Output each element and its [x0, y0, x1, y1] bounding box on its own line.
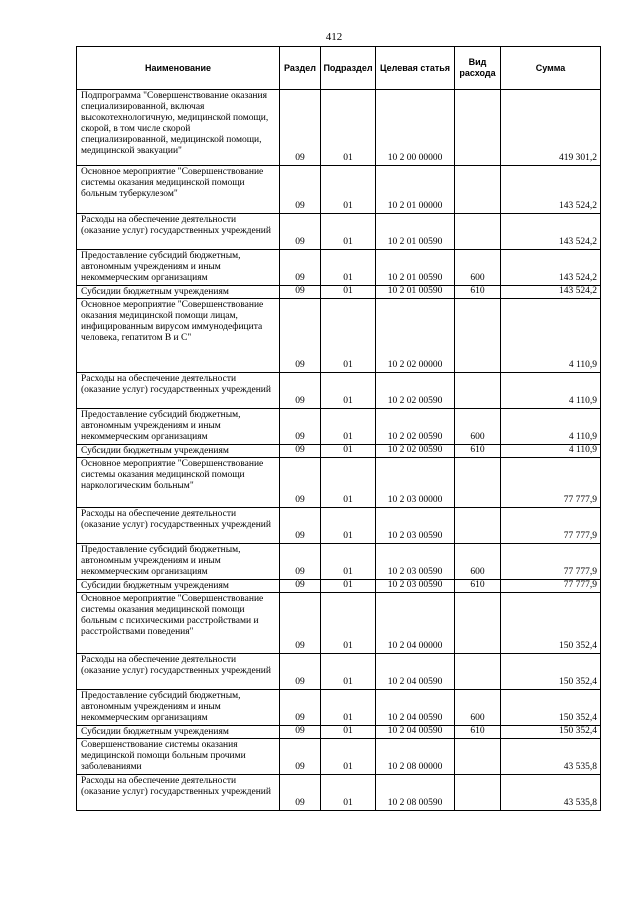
row-section: 09	[280, 445, 321, 458]
row-article: 10 2 03 00590	[376, 508, 455, 544]
row-type: 600	[455, 250, 501, 286]
row-type	[455, 593, 501, 654]
row-amount: 150 352,4	[501, 654, 601, 690]
row-subsection: 01	[321, 286, 376, 299]
row-article: 10 2 00 00000	[376, 90, 455, 166]
row-article: 10 2 02 00590	[376, 373, 455, 409]
row-article: 10 2 08 00000	[376, 739, 455, 775]
table-row	[77, 508, 601, 544]
row-name: Расходы на обеспечение деятельности (оказание услуг) государственных учреждений	[77, 214, 280, 250]
row-article: 10 2 03 00000	[376, 458, 455, 508]
row-type	[455, 299, 501, 373]
row-name: Предоставление субсидий бюджетным, автономным учреждениям и иным некоммерческим организациям	[77, 690, 280, 726]
table-row	[77, 654, 601, 690]
row-type	[455, 166, 501, 214]
row-amount: 143 524,2	[501, 250, 601, 286]
budget-table	[76, 46, 601, 811]
row-article: 10 2 01 00000	[376, 166, 455, 214]
table-row	[77, 593, 601, 654]
row-article: 10 2 01 00590	[376, 250, 455, 286]
row-name: Субсидии бюджетным учреждениям	[77, 286, 280, 299]
row-type: 610	[455, 286, 501, 299]
row-name: Расходы на обеспечение деятельности (оказание услуг) государственных учреждений	[77, 508, 280, 544]
row-section: 09	[280, 544, 321, 580]
row-amount: 4 110,9	[501, 409, 601, 445]
row-amount: 77 777,9	[501, 544, 601, 580]
row-article: 10 2 03 00590	[376, 544, 455, 580]
row-subsection: 01	[321, 775, 376, 811]
row-amount: 4 110,9	[501, 445, 601, 458]
row-amount: 150 352,4	[501, 593, 601, 654]
header-target-article: Целевая статья	[376, 47, 455, 90]
row-article: 10 2 04 00000	[376, 593, 455, 654]
row-name: Основное мероприятие "Совершенствование оказания медицинской помощи лицам, инфицированным вирусом иммунодефицита человека, гепатитом В и С"	[77, 299, 280, 373]
page-number: 412	[325, 31, 343, 43]
row-name: Расходы на обеспечение деятельности (оказание услуг) государственных учреждений	[77, 654, 280, 690]
row-article: 10 2 04 00590	[376, 690, 455, 726]
row-section: 09	[280, 250, 321, 286]
row-section: 09	[280, 90, 321, 166]
row-name: Предоставление субсидий бюджетным, автономным учреждениям и иным некоммерческим организациям	[77, 544, 280, 580]
row-amount: 4 110,9	[501, 299, 601, 373]
row-subsection: 01	[321, 690, 376, 726]
row-name: Совершенствование системы оказания медицинской помощи больным прочими заболеваниями	[77, 739, 280, 775]
row-article: 10 2 08 00590	[376, 775, 455, 811]
row-name: Субсидии бюджетным учреждениям	[77, 726, 280, 739]
table-header-row	[77, 47, 601, 90]
row-type	[455, 458, 501, 508]
row-section: 09	[280, 299, 321, 373]
row-type	[455, 739, 501, 775]
row-amount: 143 524,2	[501, 286, 601, 299]
table-row	[77, 250, 601, 286]
row-section: 09	[280, 654, 321, 690]
table-row	[77, 90, 601, 166]
row-section: 09	[280, 726, 321, 739]
row-type: 610	[455, 445, 501, 458]
row-type: 600	[455, 690, 501, 726]
row-subsection: 01	[321, 654, 376, 690]
row-subsection: 01	[321, 166, 376, 214]
row-type	[455, 508, 501, 544]
table-row	[77, 580, 601, 593]
row-article: 10 2 01 00590	[376, 214, 455, 250]
row-section: 09	[280, 458, 321, 508]
row-amount: 150 352,4	[501, 690, 601, 726]
row-subsection: 01	[321, 580, 376, 593]
row-type: 600	[455, 544, 501, 580]
row-amount: 4 110,9	[501, 373, 601, 409]
row-article: 10 2 02 00000	[376, 299, 455, 373]
table-row	[77, 445, 601, 458]
row-name: Расходы на обеспечение деятельности (оказание услуг) государственных учреждений	[77, 775, 280, 811]
row-subsection: 01	[321, 409, 376, 445]
header-subsection: Подраздел	[321, 47, 376, 90]
table-row	[77, 286, 601, 299]
row-type: 610	[455, 580, 501, 593]
header-name: Наименование	[77, 47, 280, 90]
header-amount: Сумма	[501, 47, 601, 90]
row-subsection: 01	[321, 214, 376, 250]
row-amount: 77 777,9	[501, 508, 601, 544]
row-section: 09	[280, 373, 321, 409]
row-section: 09	[280, 286, 321, 299]
row-subsection: 01	[321, 299, 376, 373]
row-amount: 419 301,2	[501, 90, 601, 166]
row-subsection: 01	[321, 593, 376, 654]
row-section: 09	[280, 214, 321, 250]
row-subsection: 01	[321, 445, 376, 458]
row-type	[455, 775, 501, 811]
table-row	[77, 299, 601, 373]
row-article: 10 2 02 00590	[376, 445, 455, 458]
row-name: Расходы на обеспечение деятельности (оказание услуг) государственных учреждений	[77, 373, 280, 409]
row-subsection: 01	[321, 458, 376, 508]
row-name: Субсидии бюджетным учреждениям	[77, 580, 280, 593]
table-row	[77, 690, 601, 726]
row-subsection: 01	[321, 739, 376, 775]
table-row	[77, 726, 601, 739]
row-subsection: 01	[321, 373, 376, 409]
row-section: 09	[280, 409, 321, 445]
row-name: Предоставление субсидий бюджетным, автономным учреждениям и иным некоммерческим организациям	[77, 409, 280, 445]
row-section: 09	[280, 166, 321, 214]
row-type	[455, 373, 501, 409]
table-row	[77, 775, 601, 811]
table-row	[77, 544, 601, 580]
row-section: 09	[280, 593, 321, 654]
table-row	[77, 739, 601, 775]
table-row	[77, 214, 601, 250]
row-section: 09	[280, 739, 321, 775]
row-subsection: 01	[321, 726, 376, 739]
row-amount: 143 524,2	[501, 166, 601, 214]
row-amount: 150 352,4	[501, 726, 601, 739]
row-type	[455, 90, 501, 166]
row-name: Основное мероприятие "Совершенствование системы оказания медицинской помощи наркологическим больным"	[77, 458, 280, 508]
row-name: Основное мероприятие "Совершенствование системы оказания медицинской помощи больным туберкулезом"	[77, 166, 280, 214]
table-row	[77, 373, 601, 409]
row-article: 10 2 02 00590	[376, 409, 455, 445]
header-expense-type: Вид расхода	[455, 47, 501, 90]
row-section: 09	[280, 690, 321, 726]
row-type: 610	[455, 726, 501, 739]
row-type	[455, 654, 501, 690]
row-name: Подпрограмма "Совершенствование оказания специализированной, включая высокотехнологичную, медицинской помощи, скорой, в том числе скорой специализированной, медицинской помощи, медицинской эвакуации"	[77, 90, 280, 166]
row-subsection: 01	[321, 90, 376, 166]
table-row	[77, 409, 601, 445]
row-amount: 77 777,9	[501, 458, 601, 508]
row-amount: 43 535,8	[501, 739, 601, 775]
row-amount: 143 524,2	[501, 214, 601, 250]
row-article: 10 2 04 00590	[376, 726, 455, 739]
row-section: 09	[280, 775, 321, 811]
row-section: 09	[280, 580, 321, 593]
row-section: 09	[280, 508, 321, 544]
row-subsection: 01	[321, 544, 376, 580]
row-article: 10 2 03 00590	[376, 580, 455, 593]
row-name: Субсидии бюджетным учреждениям	[77, 445, 280, 458]
row-type: 600	[455, 409, 501, 445]
row-amount: 43 535,8	[501, 775, 601, 811]
row-subsection: 01	[321, 508, 376, 544]
table-row	[77, 458, 601, 508]
row-amount: 77 777,9	[501, 580, 601, 593]
header-section: Раздел	[280, 47, 321, 90]
row-type	[455, 214, 501, 250]
table-row	[77, 166, 601, 214]
row-article: 10 2 01 00590	[376, 286, 455, 299]
row-subsection: 01	[321, 250, 376, 286]
row-article: 10 2 04 00590	[376, 654, 455, 690]
row-name: Предоставление субсидий бюджетным, автономным учреждениям и иным некоммерческим организациям	[77, 250, 280, 286]
row-name: Основное мероприятие "Совершенствование системы оказания медицинской помощи больным с психическими расстройствами и расстройствами поведения"	[77, 593, 280, 654]
